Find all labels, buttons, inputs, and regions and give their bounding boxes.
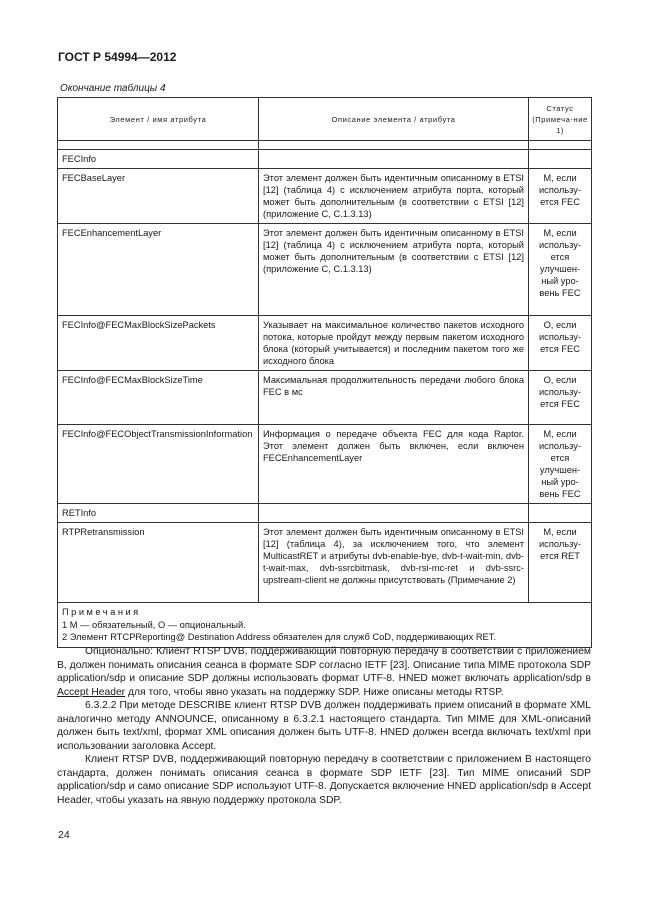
table-row <box>58 504 592 523</box>
table-row <box>58 425 592 504</box>
table-notes-row <box>58 603 592 648</box>
row-description: Указывает на максимальное количество пакетов исходного потока, которые пройдут между первым пакетом исходного блока (который учитывается) и последним пакетом того же исходного блока <box>259 316 529 371</box>
row-status <box>529 150 592 169</box>
row-description: Максимальная продолжительность передачи любого блока FEC в мс <box>259 371 529 425</box>
row-description: Информация о передаче объекта FEC для кода Raptor. Этот элемент должен быть включен, если включен FECEnhancementLayer <box>259 425 529 504</box>
col-header-element: Элемент / имя атрибута <box>58 98 259 141</box>
row-status: M, если использу-ется улучшен-ный уро-вень FEC <box>529 425 592 504</box>
row-status: M, если использу-ется FEC <box>529 169 592 224</box>
accept-header-link: Accept Header <box>57 686 126 698</box>
paragraph: 6.3.2.2 При методе DESCRIBE клиент RTSP DVB должен поддерживать прием описаний в формате XML аналогично методу ANNOUNCE, описанному в 6.3.2.1 настоящего стандарта. Тип MIME для XML-описаний должен быть text/xml, формат XML описания должен быть UTF-8. HNED должен всегда включать text/xml при использовании заголовка Accept. <box>57 700 591 752</box>
table-row <box>58 150 592 169</box>
page-number: 24 <box>58 829 70 841</box>
row-element-name: FECBaseLayer <box>58 169 259 224</box>
row-element-name: FECInfo <box>58 150 259 169</box>
row-status: M, если использу-ется RET <box>529 523 592 603</box>
attributes-table <box>57 97 592 648</box>
col-header-description: Описание элемента / атрибута <box>259 98 529 141</box>
row-element-name: FECEnhancementLayer <box>58 224 259 316</box>
table-header-row <box>58 98 592 141</box>
notes-title: Примечания <box>62 607 141 617</box>
table-row <box>58 316 592 371</box>
row-status <box>529 504 592 523</box>
row-element-name: FECInfo@FECMaxBlockSizeTime <box>58 371 259 425</box>
table-row <box>58 169 592 224</box>
row-status: О, если использу-ется FEC <box>529 371 592 425</box>
paragraph: Клиент RTSP DVB, поддерживающий повторную передачу в соответствии с приложением В настоящего стандарта, должен понимать описания сеанса в формате SDP IETF [23]. Тип MIME описаний SDP application/sdp и само описание SDP используют UTF-8. Допускается включение HNED application/sdp в Accept Header, чтобы указать на явную поддержку протокола SDP. <box>57 754 591 806</box>
row-description: Этот элемент должен быть идентичным описанному в ETSI [12] (таблица 4), за исключением того, что элемент MulticastRET и атрибуты dvb-enable-bye, dvb-t-wait-min, dvb-t-wait-max, dvb-ssrcbitmask, dvb-rsi-mc-ret и dvb-ssrc-upstream-client не должны присутствовать (Примечание 2) <box>259 523 529 603</box>
row-status: M, если использу-ется улучшен-ный уро-вень FEC <box>529 224 592 316</box>
paragraph <box>57 645 591 699</box>
table-spacer-row <box>58 141 592 150</box>
note-item: 2 Элемент RTCPReporting@ Destination Address обязателен для служб CoD, поддерживающих RET. <box>62 632 496 642</box>
col-header-status: Статус (Примеча-ние 1) <box>529 98 592 141</box>
document-header: ГОСТ Р 54994—2012 <box>58 50 177 64</box>
table-notes <box>58 603 592 648</box>
row-element-name: RETInfo <box>58 504 259 523</box>
row-description <box>259 504 529 523</box>
row-description <box>259 150 529 169</box>
row-description: Этот элемент должен быть идентичным описанному в ETSI [12] (таблица 4) с исключением атрибута порта, который может быть дополнительным (в соответствии с ETSI [12] (приложение С, С.1.3.13) <box>259 169 529 224</box>
row-element-name: RTPRetransmission <box>58 523 259 603</box>
row-element-name: FECInfo@FECObjectTransmissionInformation <box>58 425 259 504</box>
table-row <box>58 523 592 603</box>
paragraph-text: для того, чтобы явно указать на поддержку SDP. Ниже описаны методы RTSP. <box>125 686 504 698</box>
table-row <box>58 224 592 316</box>
table-row <box>58 371 592 425</box>
row-description: Этот элемент должен быть идентичным описанному в ETSI [12] (таблица 4) с исключением атрибута порта, который может быть дополнительным (в соответствии с ETSI [12] (приложение С, С.1.3.13) <box>259 224 529 316</box>
body-text <box>57 645 591 807</box>
paragraph-text: Опционально: Клиент RTSP DVB, поддерживающий повторную передачу в соответствии с приложением В, должен понимать описания сеанса в формате SDP согласно IETF [23]. Описание типа MIME протокола SDP application/sdp и описание SDP должны использовать формат UTF-8. HNED может включать application/sdp в <box>57 646 591 684</box>
row-element-name: FECInfo@FECMaxBlockSizePackets <box>58 316 259 371</box>
note-item: 1 M — обязательный, O — опциональный. <box>62 619 246 630</box>
table-caption: Окончание таблицы 4 <box>60 83 166 94</box>
row-status: О, если использу-ется FEC <box>529 316 592 371</box>
